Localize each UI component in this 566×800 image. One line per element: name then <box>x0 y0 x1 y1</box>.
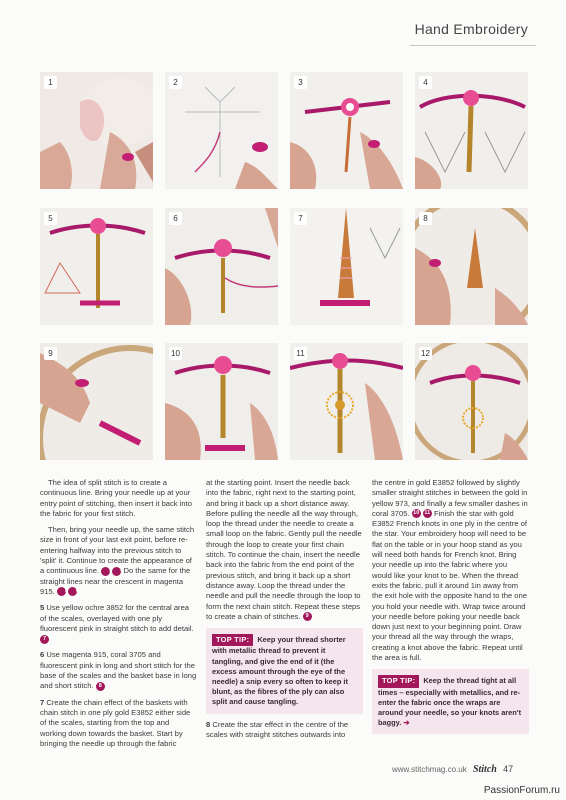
step-number: 5 <box>44 212 57 225</box>
paragraph: 5 Use yellow ochre 3852 for the central area of the scales, overlayed with one ply fluorescent pink in straight stitch to add detail. 7 <box>40 603 194 642</box>
top-tip-box <box>372 669 529 734</box>
paragraph: 6 Use magenta 915, coral 3705 and fluorescent pink in long and short stitch for the base of the scales and the basket base in long and short stitch. 8 <box>40 650 197 691</box>
step-photo-2 <box>165 72 278 189</box>
section-header <box>399 16 536 46</box>
top-tip-box <box>206 628 363 713</box>
page-footer <box>392 764 513 775</box>
paragraph: Then, bring your needle up, the same stitch size in front of your last exit point, before re-entering halfway into the previous stitch to 'split' it. Continue to create the appearance of a continuous line. 3 4 Do the same for the straight lines near the crescent in magenta 915. 5 6 <box>40 525 195 596</box>
step-photo-6 <box>165 208 278 325</box>
watermark: PassionForum.ru <box>483 785 560 796</box>
paragraph: 7 Create the chain effect of the baskets with chain stitch in one ply gold E3852 either side of the scales, starting from the top and working down towards the basket. Start by bringing the needle up through the fabric <box>40 697 191 748</box>
step-photo-12 <box>415 343 528 460</box>
step-number: 6 <box>169 212 182 225</box>
step-number: 7 <box>294 212 307 225</box>
paragraph: The idea of split stitch is to create a continuous line. Bring your needle up at your entry point of stitching, then insert it back into the fabric for your first stitch. <box>40 478 192 518</box>
top-tip-label: TOP TIP: <box>212 634 253 646</box>
step-photo-1 <box>40 72 153 189</box>
step-ref-badge: 5 <box>57 587 66 596</box>
step-number: 3 <box>294 76 307 89</box>
text-column-2 <box>206 478 363 746</box>
top-tip-text: Keep the thread tight at all times – especially with metallics, and re-enter the fabric once the wraps are around your needle, so your knots aren't baggy. <box>378 676 522 728</box>
text-column-1 <box>40 478 197 755</box>
paragraph: at the starting point. Insert the needle back into the fabric, right next to the starting point, and bring it back up a short distance away. Before pulling the needle all the way through, loop the thread under the needle to create a small loop on the fabric. Gently pull the needle through the loop to create your first chain stitch. To continue the chain, insert the needle back into the fabric from the end point of the previous stitch, and bring it back up a short distance away. Loop the thread under the needle and pull the needle through the loop to form the next chain stitch. Repeat these steps to create a chain of stitches. 9 <box>206 478 362 621</box>
step-photo-11 <box>290 343 403 460</box>
step-number: 12 <box>419 347 432 360</box>
step-photo-7 <box>290 208 403 325</box>
text-column-3 <box>372 478 529 740</box>
step-number: 2 <box>169 76 182 89</box>
step-photo-9 <box>40 343 153 460</box>
step-photo-4 <box>415 72 528 189</box>
top-tip-label: TOP TIP: <box>378 675 419 687</box>
section-title: Hand Embroidery <box>399 21 536 41</box>
step-number: 4 <box>419 76 432 89</box>
step-ref-badge: 10 <box>413 510 420 517</box>
step-ref-badge: 7 <box>40 635 49 644</box>
continue-arrow-icon: ➔ <box>403 718 410 728</box>
step-ref-badge: 11 <box>424 510 431 517</box>
step-number: 8 <box>419 212 432 225</box>
step-ref-badge: 6 <box>68 587 77 596</box>
magazine-brand: Stitch <box>472 764 497 775</box>
website-url: www.stitchmag.co.uk <box>392 765 467 774</box>
step-photo-3 <box>290 72 403 189</box>
step-number: 10 <box>169 347 182 360</box>
step-ref-badge: 9 <box>303 612 312 621</box>
step-photo-5 <box>40 208 153 325</box>
step-ref-badge: 4 <box>112 567 121 576</box>
step-ref-badge: 8 <box>96 682 105 691</box>
step-photo-10 <box>165 343 278 460</box>
step-ref-badge: 3 <box>101 567 110 576</box>
paragraph: 8 Create the star effect in the centre of the scales with straight stitches outwards into <box>206 719 349 739</box>
step-photo-8 <box>415 208 528 325</box>
top-tip-text: Keep your thread shorter with metallic thread to prevent it tangling, and give the end of it (the excess amount through the eye of the needle) a snip every so often to keep it blunt, as the fibres of the ply can also split and cause tangling. <box>212 635 348 707</box>
page-number: 47 <box>503 764 514 774</box>
paragraph: the centre in gold E3852 followed by slightly smaller straight stitches in between the gold in yellow 973, and finally a few smaller dashes in coral 3705. 10 11 Finish the star with gold E3852 French knots in one ply in the centre of the star. Your embroidery hoop will need to be flat on the table or in your hoop stand as you will need both hands for French knot. Bring your needle up into the fabric where you would like your knot to be. When the thread exits the fabric, pull it around 1in away from the exit hole with the opposite hand to the one you hold your needle with. Wrap twice around your needle before poking your needle back down just next to your beginning point. Draw your thread all the way through the wraps, creating a knot above the fabric. Repeat until the area is full. <box>372 478 528 663</box>
step-number: 9 <box>44 347 57 360</box>
step-number: 1 <box>44 76 57 89</box>
step-number: 11 <box>294 347 307 360</box>
